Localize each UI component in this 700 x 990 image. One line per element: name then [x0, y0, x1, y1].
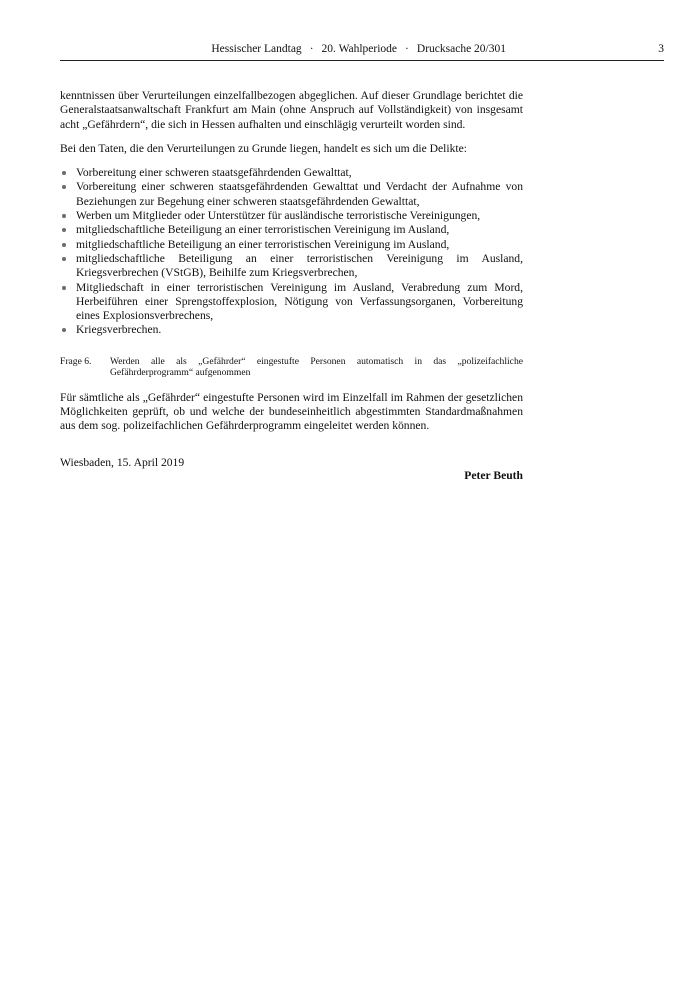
page-header — [60, 43, 664, 59]
page-number: 3 — [658, 43, 664, 55]
list-item-text: Kriegsverbrechen. — [76, 323, 162, 337]
list-item — [60, 252, 523, 281]
bullet-icon — [62, 286, 66, 290]
list-item — [60, 223, 523, 237]
header-document-number: Drucksache 20/301 — [416, 43, 506, 55]
bullet-icon — [62, 185, 66, 189]
header-rule — [60, 60, 664, 61]
offenses-intro: Bei den Taten, die den Verurteilungen zu Grunde liegen, handelt es sich um die Delikte: — [60, 141, 467, 155]
list-item — [60, 180, 523, 209]
offense-list — [60, 166, 523, 338]
bullet-icon — [62, 328, 66, 332]
list-item — [60, 281, 523, 324]
header-publisher: Hessischer Landtag — [211, 43, 302, 55]
answer-paragraph: Für sämtliche als „Gefährder“ eingestufte Personen wird im Einzelfall im Rahmen der gesetzlichen Möglichkeiten geprüft, ob und welche der bundeseinheitlich abgestimmten Standardmaßnahmen aus dem sog. polizeifachlichen Gefährderprogramm eingeleitet werden können. — [60, 390, 523, 433]
list-item — [60, 209, 523, 223]
bullet-icon — [62, 214, 66, 218]
list-item-text: Vorbereitung einer schweren staatsgefährdenden Gewalttat, — [76, 166, 352, 180]
header-period: 20. Wahlperiode — [321, 43, 398, 55]
bullet-icon — [62, 228, 66, 232]
intro-paragraph: kenntnissen über Verurteilungen einzelfallbezogen abgeglichen. Auf dieser Grundlage berichtet die Generalstaatsanwaltschaft Frankfurt am Main (ohne Anspruch auf Vollständigkeit) von insgesamt acht „Gefährdern“, die sich in Hessen aufhalten und einschlägig verurteilt worden sind. — [60, 89, 523, 131]
document-body — [60, 89, 523, 488]
list-item-text: Vorbereitung einer schweren staatsgefährdenden Gewalttat und Verdacht der Aufnahme von Beziehungen zur Begehung einer schweren staatsgefährdenden Gewalttat, — [76, 180, 523, 208]
list-item — [60, 238, 523, 252]
signatory-name: Peter Beuth — [464, 468, 523, 482]
list-item-text: Werben um Mitglieder oder Unterstützer für ausländische terroristische Vereinigungen, — [76, 209, 481, 223]
bullet-icon — [62, 257, 66, 261]
list-item-text: mitgliedschaftliche Beteiligung an einer terroristischen Vereinigung im Ausland, — [76, 223, 450, 237]
question-label: Frage 6. — [60, 355, 92, 367]
list-item-text: mitgliedschaftliche Beteiligung an einer terroristischen Vereinigung im Ausland, Kriegsverbrechen (VStGB), Beihilfe zum Kriegsverbrechen, — [76, 251, 523, 280]
signature-block — [60, 456, 523, 488]
list-item-text: Mitgliedschaft in einer terroristischen Vereinigung im Ausland, Verabredung zum Mord, Herbeiführen einer Sprengstoffexplosion, Nötigung von Verfassungsorganen, Vorbereitung eines Explosionsverbrechens, — [76, 280, 523, 323]
bullet-icon — [62, 171, 66, 175]
list-item — [60, 166, 523, 180]
place-date: Wiesbaden, 15. April 2019 — [60, 455, 185, 469]
header-separator: · — [405, 43, 409, 55]
bullet-icon — [62, 243, 66, 247]
header-info — [211, 43, 506, 55]
question-text: Werden alle als „Gefährder“ eingestufte Personen automatisch in das „polizeifachliche Gefährderprogramm“ aufgenommen — [110, 355, 523, 379]
list-item — [60, 323, 523, 337]
list-item-text: mitgliedschaftliche Beteiligung an einer terroristischen Vereinigung im Ausland, — [76, 237, 450, 251]
header-separator: · — [309, 43, 314, 55]
question-block — [60, 356, 523, 379]
